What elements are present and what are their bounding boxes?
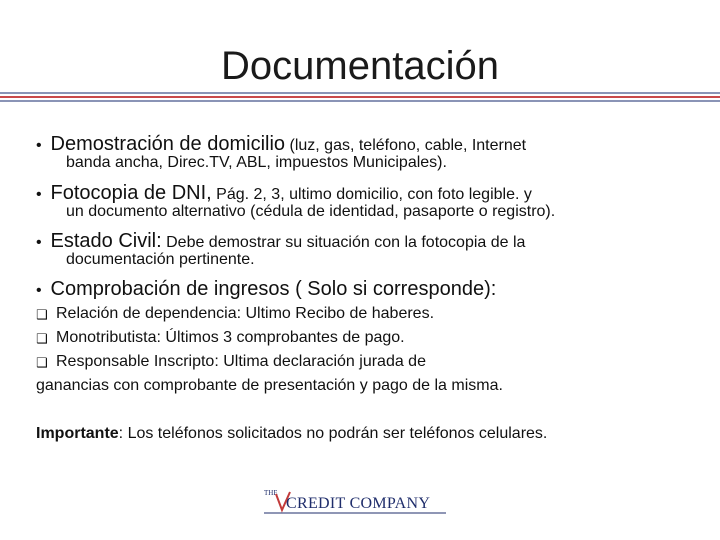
important-text: : Los teléfonos solicitados no podrán ser teléfonos celulares. [118,425,548,442]
checklist-text: Monotributista: Últimos 3 comprobantes de pago. [56,329,405,346]
logo-graphic [262,486,448,516]
bullet-dot-icon: • [36,186,42,203]
bullet-detail-text: Debe demostrar su situación con la fotocopia de la [166,234,526,251]
logo-prefix: THE [264,489,278,497]
checkbox-bullet-icon: ❑ [36,356,48,371]
title-rule [0,100,720,102]
title-rule [0,92,720,94]
checkbox-bullet-icon: ❑ [36,308,48,323]
important-note [36,424,547,444]
bullet-main-text: Fotocopia de DNI, [50,182,212,204]
important-label: Importante [36,425,119,442]
bullet-dot-icon: • [36,137,42,154]
credit-company-logo [262,486,448,516]
checklist-item [36,328,405,348]
bullet-dot-icon: • [36,282,42,299]
title-rule-accent [0,96,720,98]
bullet-detail-text: (luz, gas, teléfono, cable, Internet [289,137,527,154]
logo-text: CREDIT COMPANY [286,495,431,512]
checklist-continuation: ganancias con comprobante de presentación y pago de la misma. [36,377,503,394]
slide-title: Documentación [221,44,499,88]
bullet-item [36,277,496,303]
bullet-continuation: banda ancha, Direc.TV, ABL, impuestos Municipales). [66,154,447,171]
checkbox-bullet-icon: ❑ [36,332,48,347]
bullet-main-text: Estado Civil: [50,230,162,252]
bullet-dot-icon: • [36,234,42,251]
checklist-item [36,352,426,372]
bullet-main-text: Demostración de domicilio [50,133,286,155]
bullet-continuation: un documento alternativo (cédula de identidad, pasaporte o registro). [66,203,556,220]
checklist-item [36,304,434,324]
checklist-text: Relación de dependencia: Ultimo Recibo de haberes. [56,305,435,322]
bullet-main-text: Comprobación de ingresos ( Solo si corresponde): [50,278,497,300]
bullet-continuation: documentación pertinente. [66,251,255,268]
bullet-detail-text: Pág. 2, 3, ultimo domicilio, con foto legible. y [216,186,532,203]
checklist-text: Responsable Inscripto: Ultima declaración jurada de [56,353,426,370]
